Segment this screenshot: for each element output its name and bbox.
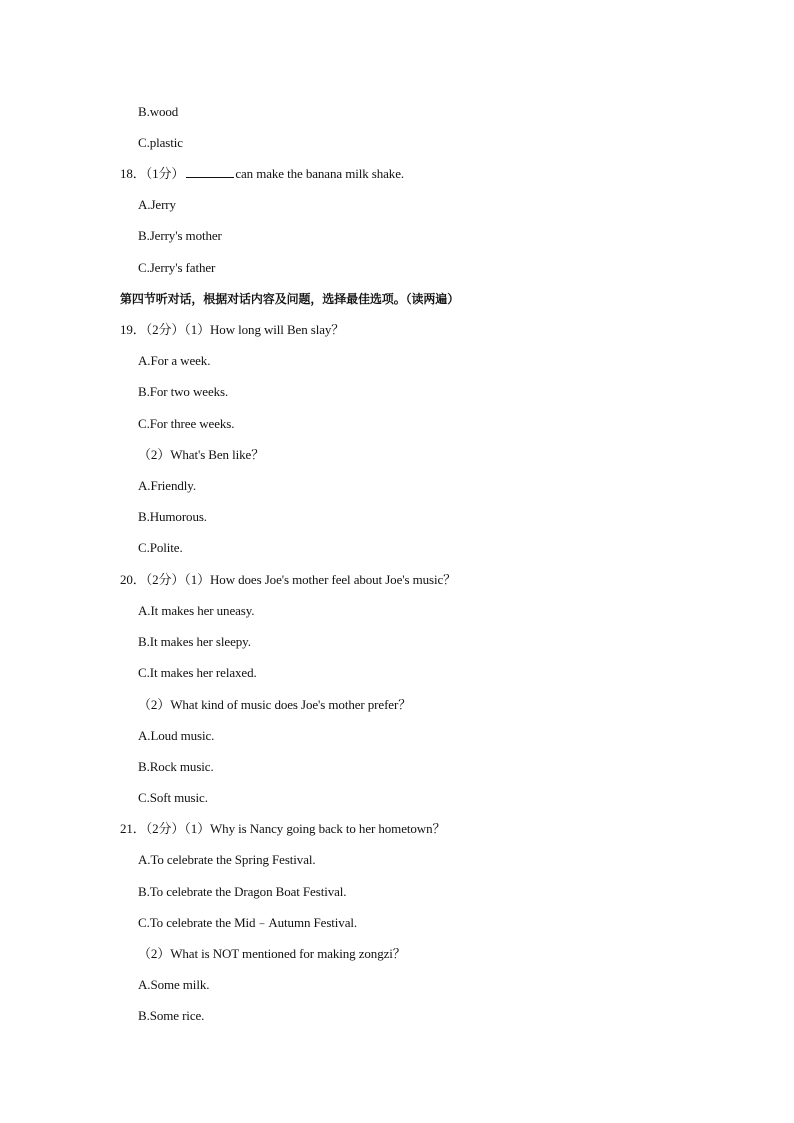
option-19-1c: C.For three weeks. (138, 416, 235, 431)
option-20-1c: C.It makes her relaxed. (138, 665, 257, 680)
question-18-text: can make the banana milk shake. (235, 166, 405, 181)
option-21-1c: C.To celebrate the Mid﹣Autumn Festival. (138, 915, 358, 930)
option-b-wood: B.wood (138, 104, 179, 119)
option-21-1a: A.To celebrate the Spring Festival. (138, 852, 316, 867)
option-20-1a: A.It makes her uneasy. (138, 603, 255, 618)
option-19-2a: A.Friendly. (138, 478, 196, 493)
answer-blank (186, 165, 234, 178)
option-20-2a: A.Loud music. (138, 728, 215, 743)
question-19: 19．（2分）（1）How long will Ben slay？ (120, 322, 345, 337)
option-19-2b: B.Humorous. (138, 509, 207, 524)
section-4-heading: 第四节听对话，根据对话内容及问题，选择最佳选项。（读两遍） (120, 292, 460, 306)
question-19-2: （2）What's Ben like？ (138, 447, 265, 462)
option-b-jerrys-mother: B.Jerry's mother (138, 228, 222, 243)
option-20-2b: B.Rock music. (138, 759, 214, 774)
option-c-plastic: C.plastic (138, 135, 183, 150)
question-21-2: （2）What is NOT mentioned for making zongzi？ (138, 946, 406, 961)
option-20-2c: C.Soft music. (138, 790, 208, 805)
option-19-1b: B.For two weeks. (138, 384, 229, 399)
option-20-1b: B.It makes her sleepy. (138, 634, 251, 649)
question-21: 21．（2分）（1）Why is Nancy going back to her hometown？ (120, 821, 446, 836)
option-19-2c: C.Polite. (138, 540, 183, 555)
question-18 (120, 164, 404, 184)
question-20: 20．（2分）（1）How does Joe's mother feel about Joe's music？ (120, 572, 457, 587)
option-21-1b: B.To celebrate the Dragon Boat Festival. (138, 884, 347, 899)
question-18-number: 18．（1分） (120, 166, 185, 181)
option-a-jerry: A.Jerry (138, 197, 176, 212)
option-19-1a: A.For a week. (138, 353, 211, 368)
option-21-2b: B.Some rice. (138, 1008, 205, 1023)
option-21-2a: A.Some milk. (138, 977, 210, 992)
question-20-2: （2）What kind of music does Joe's mother prefer？ (138, 697, 412, 712)
option-c-jerrys-father: C.Jerry's father (138, 260, 216, 275)
